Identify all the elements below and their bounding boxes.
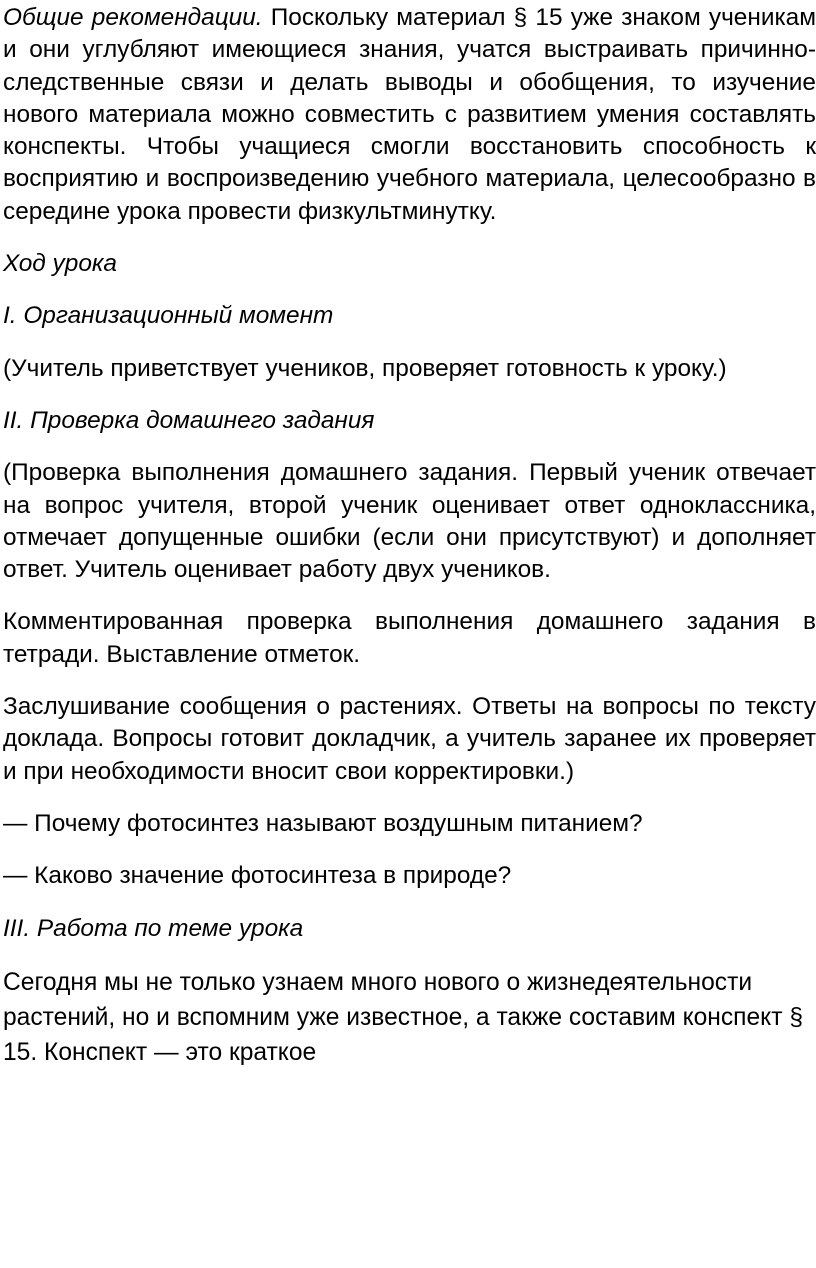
section3-text: Сегодня мы не только узнаем много нового о жизнедеятельности растений, но и вспомним уже известное, а также составим конспект § 15. Конспект — это краткое: [3, 968, 803, 1066]
section2-heading: II. Проверка домашнего задания: [3, 406, 375, 434]
intro-text: Поскольку материал § 15 уже знаком ученикам и они углубляют имеющиеся знания, учатся выстраивать причинно-следственные связи и делать выводы и обобщения, то изучение нового материала можно совместить с развитием умения составлять конспекты. Чтобы учащиеся смогли восстановить способность к восприятию и воспроизведению учебного материала, целесообразно в середине урока провести физкультминутку.: [3, 4, 816, 225]
section1-text: (Учитель приветствует учеников, проверяет готовность к уроку.): [3, 354, 727, 382]
section2-text-3: Заслушивание сообщения о растениях. Ответы на вопросы по тексту доклада. Вопросы готовит докладчик, а учитель заранее их проверяет и при необходимости вносит свои корректировки.): [3, 693, 816, 785]
question-1: — Почему фотосинтез называют воздушным питанием?: [3, 809, 643, 837]
section2-text-2: Комментированная проверка выполнения домашнего задания в тетради. Выставление отметок.: [3, 608, 816, 668]
intro-paragraph: [3, 2, 816, 228]
lesson-heading: Ход урока: [3, 250, 117, 278]
section1-heading: I. Организационный момент: [3, 302, 334, 330]
intro-lead: Общие рекомендации.: [3, 4, 263, 31]
question-2: — Каково значение фотосинтеза в природе?: [3, 862, 512, 890]
section3-heading: III. Работа по теме урока: [3, 914, 304, 942]
section2-text: (Проверка выполнения домашнего задания. Первый ученик отвечает на вопрос учителя, второй ученик оценивает ответ одноклассника, отмечает допущенные ошибки (если они присутствуют) и дополняет ответ. Учитель оценивает работу двух учеников.: [3, 459, 816, 584]
